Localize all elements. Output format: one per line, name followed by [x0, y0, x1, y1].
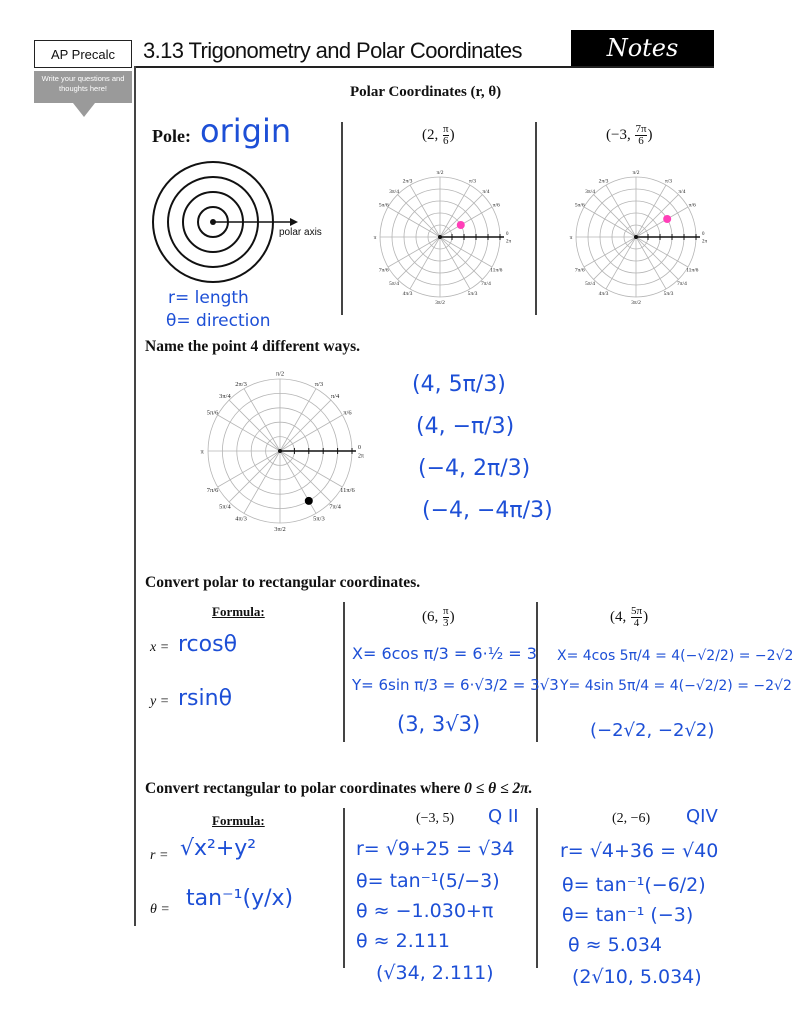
name-heading: Name the point 4 different ways.: [145, 338, 360, 355]
angle-label: 2π/3: [235, 380, 247, 388]
angle-label: π/2: [275, 370, 285, 378]
angle-label: π/2: [632, 169, 640, 176]
p2r-p1-num: π: [443, 605, 449, 617]
concentric-circles-diagram: [150, 160, 330, 290]
angle-label: 2π/3: [598, 178, 609, 185]
polar-axis-label: polar axis: [279, 227, 322, 238]
pole-point: [634, 235, 638, 239]
p2r-point2: (4, $\frac{5\pi}{4}$ ): [610, 605, 649, 629]
y-var: y =: [150, 694, 170, 709]
r2p-p2-line1: r= √4+36 = √40: [560, 840, 719, 862]
p2r-formula-label: Formula:: [212, 604, 265, 619]
angle-label: 7π/6: [574, 267, 585, 274]
theta-formula: tan⁻¹(y/x): [186, 886, 294, 911]
r2p-p1-line1: r= √9+25 = √34: [356, 838, 515, 860]
r2p-heading-math: 0 ≤ θ ≤ 2π.: [464, 780, 533, 797]
angle-label: 3π/4: [219, 393, 231, 401]
angle-label: 3π/4: [389, 188, 399, 195]
r2p-p1-line2: θ= tan⁻¹(5/−3): [356, 870, 500, 892]
p2r-p2-r: 4: [615, 608, 623, 625]
angle-label: 3π/2: [274, 526, 286, 534]
angle-label: π: [200, 448, 204, 456]
sidebar-note-text: Write your questions and thoughts here!: [41, 74, 125, 93]
angle-label: π/6: [492, 202, 500, 209]
angle-label: π/4: [678, 188, 686, 195]
divider: [341, 122, 343, 315]
angle-label: π/6: [688, 202, 696, 209]
point1-angle: [443, 124, 449, 147]
answer-4: (−4, −4π/3): [422, 498, 553, 523]
angle-label: 7π/6: [378, 267, 389, 274]
r2p-p2-answer: (2√10, 5.034): [572, 966, 702, 988]
angle-label: 7π/6: [206, 487, 219, 495]
notes-badge-text: Notes: [606, 34, 679, 62]
grid-ray: [280, 415, 342, 451]
notes-badge: [571, 30, 714, 66]
answer-3: (−4, 2π/3): [418, 456, 531, 481]
angle-label: 4π/3: [235, 515, 247, 523]
angle-label: π/3: [314, 380, 324, 388]
answer-1: (4, 5π/3): [412, 372, 506, 397]
pole-point: [278, 449, 282, 453]
polar-grid-2: [556, 158, 716, 316]
r2p-heading-text: Convert rectangular to polar coordinates where: [145, 780, 465, 797]
point1-den: 6: [443, 135, 449, 147]
angle-label: 3π/2: [435, 299, 445, 306]
r2p-heading: [145, 780, 533, 798]
angle-label: 2π: [506, 239, 511, 245]
divider: [535, 122, 537, 315]
angle-label: 7π/4: [481, 280, 491, 287]
p2r-p1-y: Y= 6sin π/3 = 6·√3/2 = 3√3: [352, 676, 559, 694]
r2p-p2-line3: θ= tan⁻¹ (−3): [562, 904, 694, 926]
r2p-p2-line2: θ= tan⁻¹(−6/2): [562, 874, 706, 896]
course-tag-text: AP Precalc: [50, 46, 116, 62]
p2r-p1-x: X= 6cos π/3 = 6·½ = 3: [352, 644, 537, 663]
grid-ray: [244, 389, 280, 451]
r2p-p1-line4: θ ≈ 2.111: [356, 930, 451, 952]
point2-angle: [635, 124, 646, 147]
r2p-point1: (−3, 5): [416, 811, 455, 826]
divider: [536, 808, 538, 968]
theta-var: θ =: [150, 902, 170, 917]
grid-ray: [280, 451, 342, 487]
angle-label: 7π/4: [329, 503, 341, 511]
pole-answer: origin: [200, 112, 292, 150]
p2r-p1-answer: (3, 3√3): [397, 712, 481, 736]
grid-ray: [280, 389, 316, 451]
r2p-p2-quadrant: QIV: [686, 806, 718, 827]
angle-label: 5π/6: [574, 202, 585, 209]
point2-den: 6: [638, 135, 644, 147]
angle-label: 4π/3: [598, 291, 609, 298]
angle-label: π/4: [482, 188, 490, 195]
grid-ray: [218, 451, 280, 487]
angle-label: 0: [702, 232, 705, 237]
angle-label: π/2: [436, 169, 444, 176]
divider: [536, 602, 538, 742]
p2r-p2-angle: [631, 606, 642, 629]
angle-label: 0: [358, 445, 361, 451]
divider: [343, 602, 345, 742]
margin-rule: [134, 66, 136, 926]
p2r-heading: Convert polar to rectangular coordinates.: [145, 574, 421, 591]
r2p-p2-line4: θ ≈ 5.034: [568, 934, 663, 956]
angle-label: 4π/3: [402, 291, 413, 298]
angle-label: 2π: [358, 453, 364, 460]
p2r-point1: (6, $\frac{\pi}{3}$ ): [422, 605, 455, 629]
grid-ray: [280, 400, 331, 451]
polar-grid-1: [360, 158, 520, 316]
angle-label: π: [569, 234, 573, 241]
grid-ray: [229, 451, 280, 502]
course-tag: [34, 40, 132, 68]
angle-label: 2π: [702, 239, 707, 245]
angle-label: π/3: [664, 178, 673, 185]
point1-r: 2: [427, 126, 435, 143]
theta-note: θ= direction: [166, 311, 271, 331]
angle-label: 5π/3: [663, 291, 674, 298]
x-var: x =: [150, 640, 170, 655]
down-arrow-stem: [82, 100, 87, 106]
point2-label: (−3, $\frac{7\pi}{6}$ ): [606, 123, 653, 147]
answer-2: (4, −π/3): [416, 414, 515, 439]
plotted-point: [305, 497, 313, 505]
p2r-p2-den: 4: [633, 617, 640, 629]
angle-label: π/6: [343, 409, 352, 417]
grid-ray: [229, 400, 280, 451]
angle-label: 3π/4: [585, 188, 595, 195]
pole-label: Pole:: [152, 126, 191, 146]
r2p-p1-quadrant: Q II: [488, 806, 519, 827]
point2-r: −3: [611, 126, 627, 143]
grid-ray: [218, 415, 280, 451]
p2r-p1-angle: [443, 606, 449, 629]
pole-point: [438, 235, 442, 239]
r2p-formula-label: Formula:: [212, 813, 265, 828]
p2r-p1-den: 3: [443, 617, 449, 629]
polar-grid-3: [188, 360, 370, 540]
angle-label: 3π/2: [631, 299, 641, 306]
point1-num: π: [443, 123, 449, 135]
angle-label: 5π/4: [219, 503, 231, 511]
page-title: 3.13 Trigonometry and Polar Coordinates: [143, 38, 522, 63]
angle-label: 5π/6: [206, 409, 219, 417]
title-rule: [134, 66, 714, 68]
angle-label: 11π/6: [686, 267, 699, 274]
point1-label: (2, $\frac{\pi}{6}$ ): [422, 123, 455, 147]
angle-label: π/3: [468, 178, 477, 185]
angle-label: 5π/4: [389, 280, 399, 287]
sidebar-note: [34, 71, 132, 103]
r2p-point2: (2, −6): [612, 811, 651, 826]
angle-label: 11π/6: [490, 267, 503, 274]
plotted-point: [663, 215, 671, 223]
r-formula: √x²+y²: [180, 836, 257, 861]
plotted-point: [457, 221, 465, 229]
r-var: r =: [150, 848, 169, 863]
p2r-p2-x: X= 4cos 5π/4 = 4(−√2/2) = −2√2: [557, 648, 793, 664]
point2-num: 7π: [635, 123, 647, 135]
angle-label: 5π/3: [313, 515, 325, 523]
polar-heading: Polar Coordinates (r, θ): [350, 84, 502, 100]
angle-label: 5π/6: [378, 202, 389, 209]
angle-label: 5π/4: [585, 280, 595, 287]
angle-label: 5π/3: [467, 291, 478, 298]
p2r-p2-answer: (−2√2, −2√2): [590, 720, 715, 741]
y-formula: rsinθ: [178, 686, 233, 711]
r2p-p1-answer: (√34, 2.111): [376, 962, 494, 984]
x-formula: rcosθ: [178, 632, 238, 657]
angle-label: 7π/4: [677, 280, 687, 287]
angle-label: 2π/3: [402, 178, 413, 185]
grid-ray: [280, 451, 331, 502]
p2r-p2-num: 5π: [631, 605, 643, 617]
angle-label: π/4: [330, 393, 340, 401]
divider: [343, 808, 345, 968]
grid-ray: [244, 451, 280, 513]
r2p-p1-line3: θ ≈ −1.030+π: [356, 900, 494, 922]
p2r-p1-r: 6: [427, 608, 435, 625]
angle-label: π: [373, 234, 377, 241]
r-note: r= length: [168, 288, 249, 308]
angle-label: 0: [506, 232, 509, 237]
angle-label: 11π/6: [340, 487, 355, 495]
p2r-p2-y: Y= 4sin 5π/4 = 4(−√2/2) = −2√2: [560, 678, 792, 694]
